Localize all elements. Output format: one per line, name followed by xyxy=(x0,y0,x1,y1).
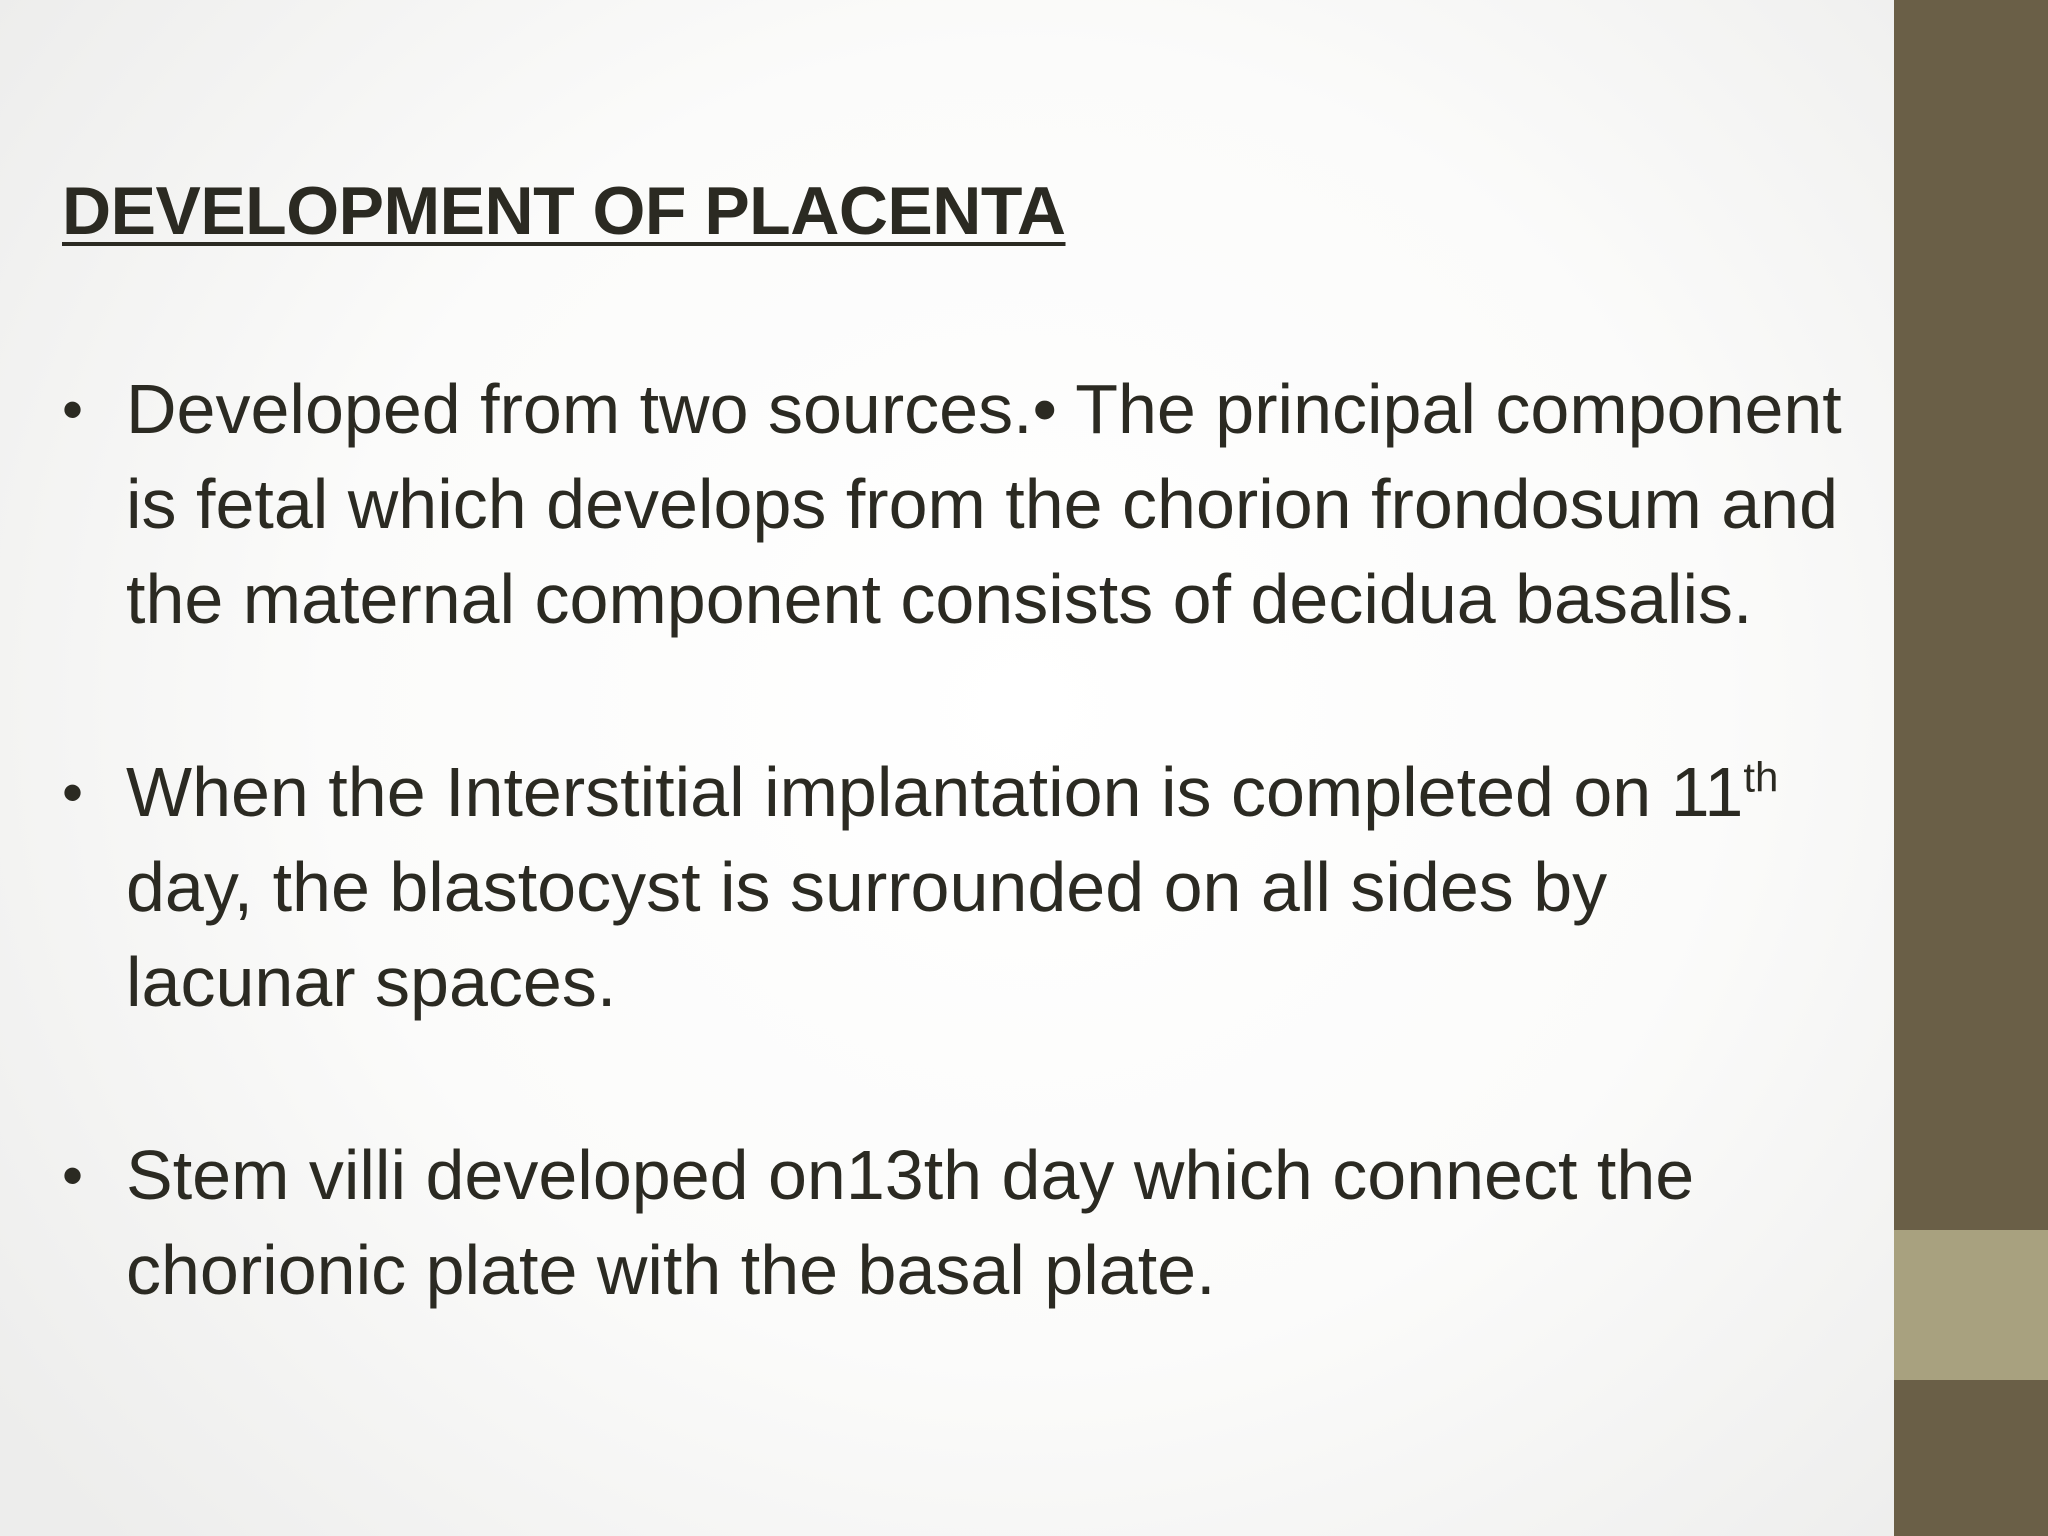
bullet-item xyxy=(62,1128,1842,1318)
bullet-item xyxy=(62,362,1842,647)
bullet-text-part: When the Interstitial implantation is completed on 11 xyxy=(126,753,1744,831)
bullet-icon: • xyxy=(62,376,84,443)
bullet-list xyxy=(62,362,1842,1318)
slide-title: DEVELOPMENT OF PLACENTA xyxy=(62,173,1066,249)
bullet-text: Stem villi developed on13th day which connect the chorionic plate with the basal plate. xyxy=(126,1136,1695,1309)
bullet-icon: • xyxy=(62,759,84,826)
bullet-icon: • xyxy=(62,1142,84,1209)
bullet-item xyxy=(62,745,1842,1030)
bullet-text xyxy=(126,753,1778,1021)
ordinal-superscript: th xyxy=(1743,753,1779,801)
sidebar-accent-block xyxy=(1894,1230,2048,1380)
bullet-text-part: day, the blastocyst is surrounded on all sides by lacunar spaces. xyxy=(126,848,1608,1021)
bullet-text: Developed from two sources.• The principal component is fetal which develops from the chorion frondosum and the maternal component consists of decidua basalis. xyxy=(126,370,1842,638)
